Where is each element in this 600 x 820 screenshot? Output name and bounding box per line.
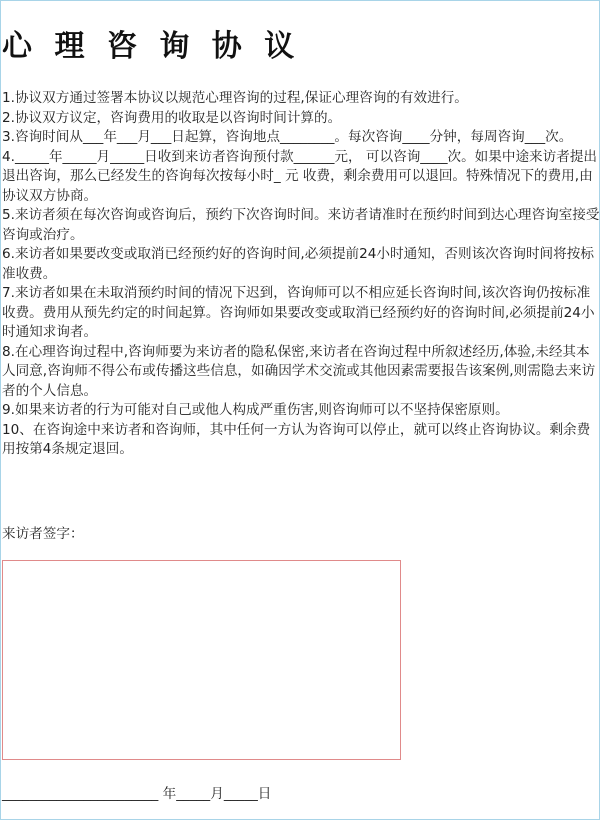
clause-7: 7.来访者如果在未取消预约时间的情况下迟到，咨询师可以不相应延长咨询时间,该次咨询仍按标准收费。费用从预先约定的时间起算。咨询师如果要改变或取消已经预约好的咨询时间,必须提前24小时通知求询者。 (2, 285, 595, 340)
clause-5: 5.来访者须在每次咨询或咨询后，预约下次咨询时间。来访者请准时在预约时间到达心理咨询室接受咨询或治疗。 (2, 207, 600, 243)
clause-2: 2.协议双方议定，咨询费用的收取是以咨询时间计算的。 (2, 109, 342, 126)
signature-label: 来访者签字： (2, 526, 84, 542)
clause-3: 3.咨询时间从___年___月___日起算，咨询地点________。每次咨询____分钟，每周咨询___次。 (2, 129, 573, 145)
clause-9: 9.如果来访者的行为可能对自己或他人构成严重伤害,则咨询师可以不坚持保密原则。 (2, 402, 509, 418)
clause-1: 1.协议双方通过签署本协议以规范心理咨询的过程,保证心理咨询的有效进行。 (2, 90, 468, 106)
clause-6: 6.来访者如果要改变或取消已经预约好的咨询时间,必须提前24小时通知，否则该次咨询时间将按标准收费。 (2, 246, 594, 282)
page-title: 心 理 咨 询 协 议 (2, 29, 301, 64)
signature-pad[interactable] (2, 560, 401, 760)
clause-4: 4._____年_____月_____日收到来访者咨询预付款______元， 可以咨询____次。如果中途来访者提出退出咨询，那么已经发生的咨询每次按每小时_ 元 收费，剩余费用可以退回。特殊情况下的费用,由协议双方协商。 (2, 148, 598, 204)
clause-8: 8.在心理咨询过程中,咨询师要为来访者的隐私保密,来访者在咨询过程中所叙述经历,体验,未经其本人同意,咨询师不得公布或传播这些信息，如确因学术交流或其他因素需要报告该案例,则需隐去来访者的个人信息。 (2, 343, 596, 399)
date-line: _______________________ 年_____月_____日 (2, 786, 272, 802)
clause-10: 10、在咨询途中来访者和咨询师，其中任何一方认为咨询可以停止，就可以终止咨询协议。剩余费用按第4条规定退回。 (2, 421, 591, 457)
clause-list (2, 89, 600, 460)
